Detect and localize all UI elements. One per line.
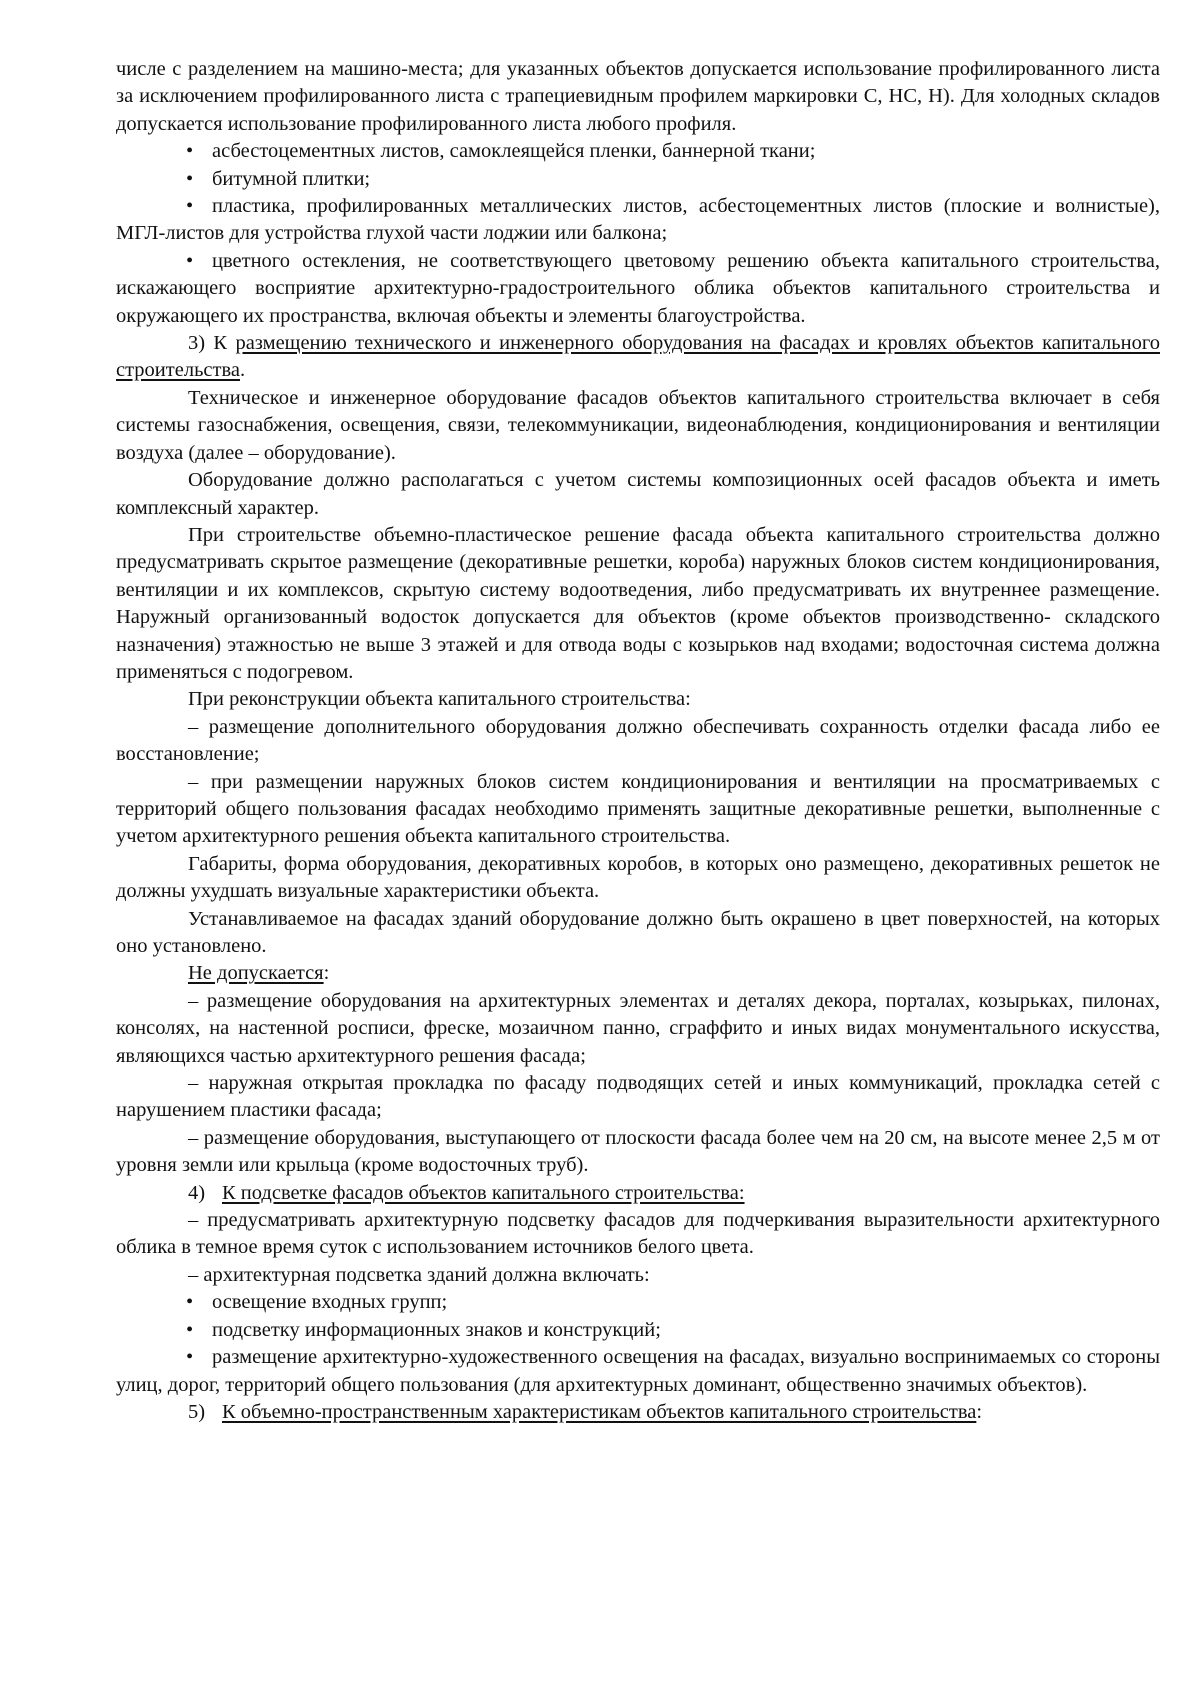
dash-icon: – (188, 1263, 199, 1286)
paragraph: Техническое и инженерное оборудование фасадов объектов капитального строительства включает в себя системы газоснабжения, освещения, связи, телекоммуникации, видеонаблюдения, кондиционирования и вентиляции воздуха (далее – оборудование). (116, 386, 1160, 464)
bullet-icon: • (186, 1346, 194, 1369)
list-item (116, 166, 1160, 193)
dash-item-text: размещение оборудования на архитектурных элементах и деталях декора, порталах, козырьках, пилонах, консолях, на настенной росписи, фреске, мозаичном панно, сграффито и иных видах монументального искусства, являющихся частью архитектурного решения фасада; (116, 989, 1160, 1067)
paragraph: Устанавливаемое на фасадах зданий оборудование должно быть окрашено в цвет поверхностей, на которых оно установлено. (116, 907, 1160, 957)
dash-item (116, 714, 1160, 769)
bullet-icon: • (186, 167, 194, 190)
paragraph: При строительстве объемно-пластическое решение фасада объекта капитального строительства должно предусматривать скрытое размещение (декоративные решетки, короба) наружных блоков систем кондиционирования, вентиляции и их комплексов, скрытую систему водоотведения, либо предусматривать их внутреннее размещение. Наружный организованный водосток допускается для объектов (кроме объектов производственно- складского назначения) этажностью не выше 3 этажей и для отвода воды с козырьков над входами; водосточная система должна применяться с подогревом. (116, 523, 1160, 683)
section-heading-3 (116, 330, 1160, 385)
dash-item-text: при размещении наружных блоков систем кондиционирования и вентиляции на просматриваемых с территорий общего пользования фасадах необходимо применять защитные декоративные решетки, выполненные с учетом архитектурного решения объекта капитального строительства. (116, 770, 1161, 848)
bullet-icon: • (186, 249, 194, 272)
list-item-text: пластика, профилированных металлических листов, асбестоцементных листов (плоские и волнистые), МГЛ-листов для устройства глухой части лоджии или балкона; (116, 195, 1160, 245)
dash-icon: – (188, 715, 199, 738)
dash-icon: – (188, 770, 199, 793)
dash-icon: – (188, 1072, 199, 1095)
section-title-colon: : (976, 1400, 983, 1423)
paragraph: Габариты, форма оборудования, декоративных коробов, в которых оно размещено, декоративных решеток не должны ухудшать визуальные характеристики объекта. (116, 852, 1160, 903)
section-number: 4) (188, 1181, 206, 1204)
not-allowed-heading (116, 960, 1160, 987)
dash-item-text: размещение оборудования, выступающего от плоскости фасада более чем на 20 см, на высоте менее 2,5 м от уровня земли или крыльца (кроме водосточных труб). (116, 1126, 1160, 1177)
paragraph-continuation: числе с разделением на машино-места; для указанных объектов допускается использование профилированного листа за исключением профилированного листа с трапециевидным профилем маркировки С, НС, Н). Для холодных складов допускается использование профилированного листа любого профиля. (116, 58, 1160, 135)
dash-icon: – (188, 1209, 199, 1232)
bullet-icon: • (186, 1291, 194, 1314)
bullet-icon: • (186, 140, 194, 163)
dash-item-text: предусматривать архитектурную подсветку фасадов для подчеркивания выразительности архитектурного облика в темное время суток с использованием источников белого цвета. (116, 1209, 1160, 1259)
dash-icon: – (188, 989, 199, 1012)
dash-item (116, 1262, 1160, 1289)
section-title: размещению технического и инженерного оборудования на фасадах и кровлях объектов капитального строительства (116, 332, 1160, 382)
list-item-text: подсветку информационных знаков и конструкций; (212, 1318, 661, 1341)
list-item (116, 1289, 1160, 1316)
list-item-text: размещение архитектурно-художественного освещения на фасадах, визуально воспринимаемых со стороны улиц, дорог, территорий общего пользования (для архитектурных доминант, общественно значимых объектов). (116, 1346, 1160, 1396)
dash-item-text: размещение дополнительного оборудования должно обеспечивать сохранность отделки фасада либо ее восстановление; (116, 715, 1161, 766)
dash-icon: – (188, 1126, 199, 1149)
list-item (116, 1317, 1160, 1344)
dash-item-text: наружная открытая прокладка по фасаду подводящих сетей и иных коммуникаций, прокладка сетей с нарушением пластики фасада; (116, 1072, 1160, 1122)
not-allowed-label: Не допускается (188, 962, 324, 985)
section-title-end: . (239, 359, 246, 382)
paragraph: При реконструкции объекта капитального строительства: (188, 688, 691, 711)
section-title: К объемно-пространственным характеристикам объектов капитального строительства (222, 1400, 977, 1423)
dash-item (116, 1070, 1160, 1125)
section-number: 3) К (188, 332, 228, 355)
dash-item (116, 1125, 1160, 1180)
bullet-icon: • (186, 1318, 194, 1341)
dash-item (116, 988, 1160, 1070)
list-item-text: цветного остекления, не соответствующего цветовому решению объекта капитального строительства, искажающего восприятие архитектурно-градостроительного облика объектов капитального строительства и окружающего их пространства, включая объекты и элементы благоустройства. (116, 249, 1160, 327)
section-number: 5) (188, 1400, 206, 1423)
paragraph: Оборудование должно располагаться с учетом системы композиционных осей фасадов объекта и иметь комплексный характер. (116, 469, 1160, 519)
list-item (116, 193, 1160, 248)
dash-item (116, 1207, 1160, 1262)
list-item (116, 138, 1160, 165)
list-item (116, 248, 1160, 330)
bullet-icon: • (186, 195, 194, 218)
document-body (116, 56, 1160, 1426)
section-heading-5 (116, 1399, 1160, 1426)
list-item (116, 1344, 1160, 1399)
list-item-text: битумной плитки; (212, 167, 371, 190)
list-item-text: асбестоцементных листов, самоклеящейся пленки, баннерной ткани; (212, 140, 816, 163)
section-heading-4 (116, 1180, 1160, 1207)
list-item-text: освещение входных групп; (212, 1291, 448, 1314)
not-allowed-colon: : (323, 962, 330, 985)
dash-item-text: архитектурная подсветка зданий должна включать: (203, 1263, 650, 1286)
dash-item (116, 769, 1160, 851)
section-title: К подсветке фасадов объектов капитального строительства: (222, 1181, 745, 1204)
